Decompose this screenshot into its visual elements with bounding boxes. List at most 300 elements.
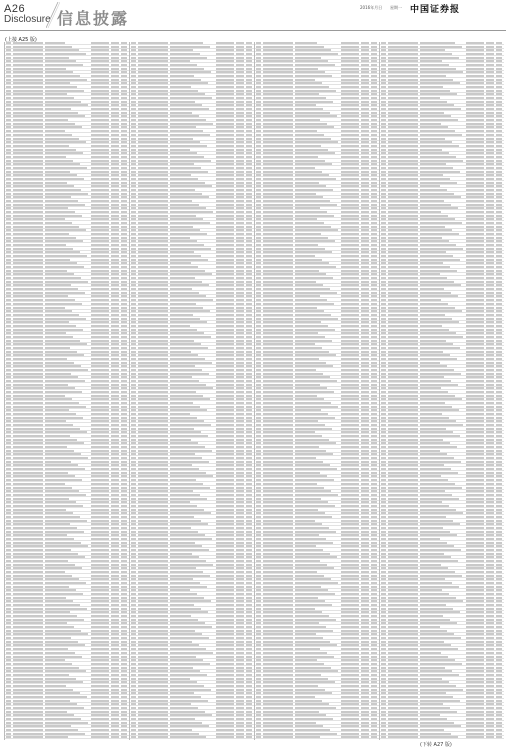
- table-row: [130, 633, 254, 636]
- table-cell: [256, 380, 261, 382]
- table-row: [5, 696, 129, 699]
- table-cell: [361, 200, 369, 202]
- table-cell: [361, 321, 369, 323]
- table-cell: [170, 185, 212, 187]
- table-cell: [131, 714, 136, 716]
- table-cell: [45, 255, 87, 257]
- table-cell: [341, 439, 359, 441]
- table-cell: [138, 560, 168, 562]
- table-cell: [111, 42, 119, 44]
- table-cell: [111, 490, 119, 492]
- table-cell: [371, 277, 377, 279]
- table-cell: [6, 667, 11, 669]
- table-cell: [256, 633, 261, 635]
- table-row: [130, 685, 254, 688]
- table-cell: [371, 387, 377, 389]
- table-row: [130, 722, 254, 725]
- table-cell: [91, 553, 109, 555]
- table-cell: [170, 90, 198, 92]
- table-cell: [246, 464, 252, 466]
- table-cell: [121, 307, 127, 309]
- table-cell: [6, 307, 11, 309]
- table-cell: [131, 622, 136, 624]
- table-cell: [371, 310, 377, 312]
- table-cell: [138, 325, 168, 327]
- table-cell: [6, 218, 11, 220]
- table-cell: [236, 523, 244, 525]
- table-cell: [361, 182, 369, 184]
- table-cell: [45, 115, 85, 117]
- table-cell: [121, 725, 127, 727]
- table-cell: [246, 336, 252, 338]
- table-cell: [138, 340, 168, 342]
- table-cell: [91, 200, 109, 202]
- table-cell: [216, 329, 234, 331]
- table-cell: [91, 578, 109, 580]
- table-cell: [121, 68, 127, 70]
- table-cell: [13, 442, 43, 444]
- table-cell: [236, 57, 244, 59]
- table-cell: [371, 420, 377, 422]
- table-cell: [111, 189, 119, 191]
- table-cell: [263, 409, 293, 411]
- table-cell: [13, 259, 43, 261]
- table-cell: [263, 277, 293, 279]
- table-cell: [246, 487, 252, 489]
- table-row: [255, 674, 379, 677]
- table-cell: [361, 622, 369, 624]
- table-cell: [121, 354, 127, 356]
- table-cell: [236, 494, 244, 496]
- table-cell: [371, 435, 377, 437]
- table-cell: [341, 402, 359, 404]
- table-cell: [256, 549, 261, 551]
- table-cell: [138, 284, 168, 286]
- table-row: [5, 277, 129, 280]
- table-cell: [341, 200, 359, 202]
- table-cell: [295, 365, 333, 367]
- table-cell: [216, 538, 234, 540]
- table-cell: [91, 115, 109, 117]
- table-cell: [236, 284, 244, 286]
- table-cell: [45, 619, 84, 621]
- table-cell: [371, 545, 377, 547]
- table-cell: [371, 149, 377, 151]
- table-cell: [45, 134, 72, 136]
- table-cell: [216, 354, 234, 356]
- table-cell: [131, 160, 136, 162]
- table-cell: [236, 376, 244, 378]
- table-row: [130, 494, 254, 497]
- table-cell: [170, 736, 206, 738]
- table-row: [255, 295, 379, 298]
- table-cell: [295, 351, 329, 353]
- table-cell: [138, 207, 168, 209]
- table-cell: [45, 534, 67, 536]
- table-cell: [170, 340, 194, 342]
- table-row: [255, 123, 379, 126]
- table-cell: [131, 656, 136, 658]
- table-cell: [295, 362, 326, 364]
- table-row: [255, 325, 379, 328]
- table-cell: [170, 538, 212, 540]
- table-cell: [111, 204, 119, 206]
- table-cell: [121, 343, 127, 345]
- table-cell: [91, 255, 109, 257]
- table-cell: [91, 126, 109, 128]
- table-cell: [236, 575, 244, 577]
- table-cell: [131, 222, 136, 224]
- table-cell: [6, 670, 11, 672]
- table-cell: [91, 457, 109, 459]
- table-row: [5, 398, 129, 401]
- table-cell: [236, 450, 244, 452]
- table-cell: [170, 71, 211, 73]
- table-row: [5, 589, 129, 592]
- table-cell: [45, 365, 81, 367]
- table-cell: [246, 626, 252, 628]
- page-number: A26: [4, 3, 25, 15]
- table-cell: [170, 318, 200, 320]
- table-cell: [256, 292, 261, 294]
- table-cell: [91, 450, 109, 452]
- table-row: [130, 619, 254, 622]
- table-cell: [341, 303, 359, 305]
- table-cell: [170, 174, 191, 176]
- table-cell: [121, 442, 127, 444]
- table-row: [255, 520, 379, 523]
- table-cell: [13, 501, 43, 503]
- table-row: [130, 556, 254, 559]
- table-cell: [341, 174, 359, 176]
- table-row: [255, 222, 379, 225]
- table-row: [130, 593, 254, 596]
- table-cell: [91, 678, 109, 680]
- table-cell: [170, 714, 212, 716]
- table-cell: [361, 641, 369, 643]
- table-row: [130, 115, 254, 118]
- table-cell: [371, 343, 377, 345]
- table-cell: [246, 571, 252, 573]
- table-cell: [131, 240, 136, 242]
- table-row: [5, 656, 129, 659]
- table-cell: [91, 90, 109, 92]
- table-cell: [371, 424, 377, 426]
- table-cell: [45, 215, 82, 217]
- table-cell: [121, 229, 127, 231]
- table-cell: [341, 273, 359, 275]
- table-cell: [121, 288, 127, 290]
- table-cell: [131, 336, 136, 338]
- table-cell: [170, 373, 209, 375]
- table-cell: [121, 259, 127, 261]
- table-cell: [236, 196, 244, 198]
- table-cell: [295, 582, 338, 584]
- table-row: [255, 259, 379, 262]
- table-cell: [361, 255, 369, 257]
- table-cell: [111, 608, 119, 610]
- table-row: [255, 218, 379, 221]
- table-cell: [13, 332, 43, 334]
- table-cell: [246, 729, 252, 731]
- table-cell: [111, 218, 119, 220]
- table-cell: [216, 171, 234, 173]
- table-cell: [256, 123, 261, 125]
- table-cell: [170, 575, 210, 577]
- table-cell: [45, 545, 88, 547]
- table-cell: [246, 303, 252, 305]
- table-row: [5, 556, 129, 559]
- table-row: [255, 362, 379, 365]
- table-cell: [263, 79, 293, 81]
- table-cell: [295, 442, 336, 444]
- table-cell: [45, 729, 78, 731]
- table-cell: [216, 71, 234, 73]
- table-cell: [45, 273, 74, 275]
- table-cell: [131, 439, 136, 441]
- table-cell: [263, 68, 293, 70]
- table-cell: [45, 229, 86, 231]
- table-cell: [371, 79, 377, 81]
- table-cell: [361, 343, 369, 345]
- table-cell: [131, 200, 136, 202]
- table-cell: [131, 64, 136, 66]
- table-cell: [170, 134, 210, 136]
- table-cell: [263, 538, 293, 540]
- table-cell: [295, 652, 327, 654]
- table-cell: [341, 398, 359, 400]
- table-cell: [216, 229, 234, 231]
- table-cell: [295, 567, 334, 569]
- table-cell: [263, 178, 293, 180]
- table-cell: [246, 670, 252, 672]
- table-cell: [256, 545, 261, 547]
- table-cell: [131, 736, 136, 738]
- table-cell: [246, 145, 252, 147]
- table-cell: [295, 259, 322, 261]
- table-cell: [170, 284, 209, 286]
- table-cell: [91, 622, 109, 624]
- table-cell: [6, 262, 11, 264]
- table-cell: [91, 700, 109, 702]
- table-cell: [45, 549, 71, 551]
- table-cell: [111, 692, 119, 694]
- table-cell: [111, 270, 119, 272]
- table-row: [130, 171, 254, 174]
- table-cell: [45, 681, 83, 683]
- table-cell: [361, 424, 369, 426]
- table-cell: [263, 520, 293, 522]
- table-row: [130, 402, 254, 405]
- table-cell: [236, 733, 244, 735]
- table-cell: [361, 57, 369, 59]
- table-cell: [13, 237, 43, 239]
- table-cell: [246, 538, 252, 540]
- table-cell: [256, 406, 261, 408]
- table-cell: [45, 347, 70, 349]
- table-cell: [256, 167, 261, 169]
- table-row: [130, 487, 254, 490]
- table-cell: [131, 678, 136, 680]
- table-cell: [295, 520, 315, 522]
- table-cell: [121, 531, 127, 533]
- table-row: [255, 115, 379, 118]
- table-cell: [111, 626, 119, 628]
- table-cell: [216, 700, 234, 702]
- table-cell: [6, 273, 11, 275]
- table-cell: [131, 512, 136, 514]
- table-cell: [216, 292, 234, 294]
- table-cell: [121, 490, 127, 492]
- table-cell: [121, 104, 127, 106]
- table-cell: [138, 196, 168, 198]
- table-cell: [13, 93, 43, 95]
- table-cell: [256, 266, 261, 268]
- table-row: [255, 538, 379, 541]
- table-cell: [361, 413, 369, 415]
- table-cell: [138, 310, 168, 312]
- table-cell: [236, 413, 244, 415]
- table-row: [255, 597, 379, 600]
- table-column: [4, 42, 128, 740]
- table-cell: [371, 542, 377, 544]
- table-row: [5, 424, 129, 427]
- table-row: [5, 292, 129, 295]
- table-cell: [111, 307, 119, 309]
- table-row: [130, 57, 254, 60]
- table-cell: [236, 453, 244, 455]
- table-cell: [295, 483, 317, 485]
- table-cell: [263, 652, 293, 654]
- table-cell: [91, 472, 109, 474]
- table-cell: [371, 75, 377, 77]
- table-cell: [256, 501, 261, 503]
- table-cell: [45, 442, 84, 444]
- table-cell: [295, 681, 335, 683]
- table-row: [5, 204, 129, 207]
- table-row: [5, 178, 129, 181]
- table-cell: [13, 325, 43, 327]
- table-row: [130, 189, 254, 192]
- table-row: [5, 60, 129, 63]
- table-cell: [13, 487, 43, 489]
- table-cell: [13, 641, 43, 643]
- table-cell: [6, 512, 11, 514]
- table-row: [5, 57, 129, 60]
- table-cell: [111, 575, 119, 577]
- table-cell: [121, 303, 127, 305]
- table-cell: [6, 637, 11, 639]
- table-cell: [170, 402, 193, 404]
- table-cell: [13, 134, 43, 136]
- table-cell: [295, 115, 337, 117]
- table-cell: [295, 42, 317, 44]
- table-row: [255, 531, 379, 534]
- table-cell: [111, 538, 119, 540]
- table-cell: [91, 556, 109, 558]
- table-cell: [45, 90, 84, 92]
- table-cell: [45, 57, 69, 59]
- table-cell: [263, 597, 293, 599]
- table-cell: [236, 259, 244, 261]
- table-row: [255, 604, 379, 607]
- table-cell: [91, 240, 109, 242]
- table-cell: [121, 604, 127, 606]
- table-cell: [6, 578, 11, 580]
- table-cell: [138, 487, 168, 489]
- table-cell: [6, 182, 11, 184]
- table-cell: [13, 138, 43, 140]
- table-cell: [361, 281, 369, 283]
- table-cell: [170, 626, 212, 628]
- table-cell: [263, 365, 293, 367]
- table-cell: [341, 152, 359, 154]
- table-cell: [236, 171, 244, 173]
- table-cell: [263, 619, 293, 621]
- table-cell: [236, 622, 244, 624]
- table-cell: [13, 714, 43, 716]
- table-row: [255, 475, 379, 478]
- table-cell: [170, 218, 203, 220]
- table-cell: [246, 149, 252, 151]
- table-cell: [216, 160, 234, 162]
- table-cell: [256, 171, 261, 173]
- table-cell: [361, 93, 369, 95]
- table-cell: [371, 53, 377, 55]
- table-cell: [341, 108, 359, 110]
- table-cell: [131, 141, 136, 143]
- table-cell: [121, 417, 127, 419]
- table-cell: [246, 630, 252, 632]
- table-row: [130, 185, 254, 188]
- table-cell: [216, 123, 234, 125]
- table-cell: [91, 663, 109, 665]
- table-cell: [121, 575, 127, 577]
- table-cell: [361, 277, 369, 279]
- table-cell: [121, 145, 127, 147]
- table-cell: [138, 509, 168, 511]
- table-row: [255, 505, 379, 508]
- table-cell: [263, 336, 293, 338]
- table-cell: [45, 593, 83, 595]
- table-row: [130, 420, 254, 423]
- table-cell: [13, 644, 43, 646]
- table-row: [5, 678, 129, 681]
- table-cell: [246, 141, 252, 143]
- table-cell: [13, 689, 43, 691]
- table-cell: [361, 406, 369, 408]
- table-cell: [361, 597, 369, 599]
- table-cell: [256, 233, 261, 235]
- table-cell: [111, 321, 119, 323]
- table-cell: [246, 633, 252, 635]
- table-row: [255, 174, 379, 177]
- table-cell: [295, 167, 315, 169]
- table-cell: [6, 725, 11, 727]
- table-row: [255, 60, 379, 63]
- table-cell: [361, 512, 369, 514]
- table-cell: [371, 369, 377, 371]
- table-cell: [91, 494, 109, 496]
- table-cell: [13, 343, 43, 345]
- table-cell: [138, 711, 168, 713]
- table-cell: [138, 204, 168, 206]
- table-cell: [341, 553, 359, 555]
- table-cell: [6, 68, 11, 70]
- table-cell: [131, 277, 136, 279]
- table-cell: [361, 273, 369, 275]
- table-row: [255, 461, 379, 464]
